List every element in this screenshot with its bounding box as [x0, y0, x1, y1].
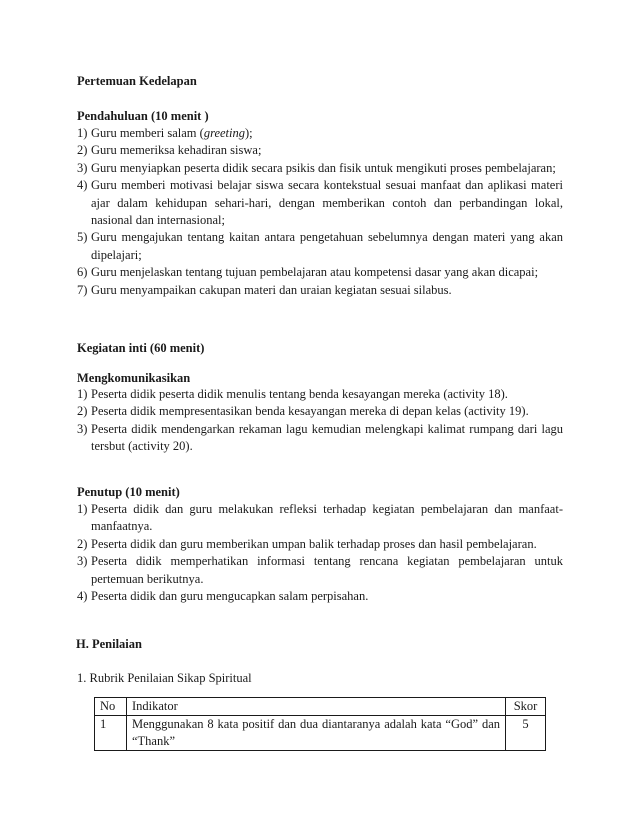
kegiatan-inti-subheading: Mengkomunikasikan — [77, 371, 191, 385]
table-row — [95, 716, 546, 751]
pendahuluan-heading: Pendahuluan (10 menit ) — [77, 109, 209, 123]
list-item: 3) Peserta didik memperhatikan informasi tentang rencana kegiatan pembelajaran untuk pertemuan berikutnya. — [77, 554, 563, 586]
header-indikator: Indikator — [127, 698, 506, 716]
cell-skor: 5 — [506, 716, 546, 751]
list-item: 3) Peserta didik mendengarkan rekaman lagu kemudian melengkapi kalimat rumpang dari lagu tersbut (activity 20). — [77, 421, 563, 454]
pendahuluan-list — [77, 125, 563, 299]
section-h-heading: H. Penilaian — [76, 637, 142, 651]
list-item: 2) Peserta didik mempresentasikan benda kesayangan mereka di depan kelas (activity 19). — [77, 404, 529, 419]
list-item: 1) Peserta didik peserta didik menulis tentang benda kesayangan mereka (activity 18). — [77, 387, 508, 401]
kegiatan-inti-list — [77, 386, 563, 456]
cell-no: 1 — [95, 716, 127, 751]
header-no: No — [95, 698, 127, 716]
rubric-table — [94, 697, 546, 751]
list-item: 3) Guru menyiapkan peserta didik secara psikis dan fisik untuk mengikuti proses pembelajaran; — [77, 160, 556, 175]
meeting-title: Pertemuan Kedelapan — [77, 74, 197, 88]
list-item: 6) Guru menjelaskan tentang tujuan pembelajaran atau kompetensi dasar yang akan dicapai; — [77, 265, 539, 280]
list-item: 5) Guru mengajukan tentang kaitan antara pengetahuan sebelumnya dengan materi yang akan dipelajari; — [77, 230, 563, 262]
penutup-list — [77, 501, 563, 605]
list-item: 4) Peserta didik dan guru mengucapkan salam perpisahan. — [77, 589, 369, 604]
list-item: 2) Peserta didik dan guru memberikan umpan balik terhadap proses dan hasil pembelajaran. — [77, 536, 537, 551]
header-skor: Skor — [506, 698, 546, 716]
list-item: 4) Guru memberi motivasi belajar siswa secara kontekstual sesuai manfaat dan aplikasi materi ajar dalam kehidupan sehari-hari, dengan memberikan contoh dan perbandingan lokal, nasional dan internasional; — [77, 178, 563, 228]
list-item: 1) Guru memberi salam (greeting); — [77, 126, 253, 140]
table-header-row — [95, 698, 546, 716]
kegiatan-inti-heading: Kegiatan inti (60 menit) — [77, 341, 205, 355]
list-item: 7) Guru menyampaikan cakupan materi dan uraian kegiatan sesuai silabus. — [77, 282, 452, 297]
penutup-heading: Penutup (10 menit) — [77, 485, 180, 499]
list-item: 1) Peserta didik dan guru melakukan refleksi terhadap kegiatan pembelajaran dan manfaat-manfaatnya. — [77, 502, 563, 534]
cell-indikator: Menggunakan 8 kata positif dan dua diantaranya adalah kata “God” dan “Thank” — [127, 716, 506, 751]
list-item: 2) Guru memeriksa kehadiran siswa; — [77, 143, 262, 158]
rubric-title: 1. Rubrik Penilaian Sikap Spiritual — [77, 671, 252, 685]
